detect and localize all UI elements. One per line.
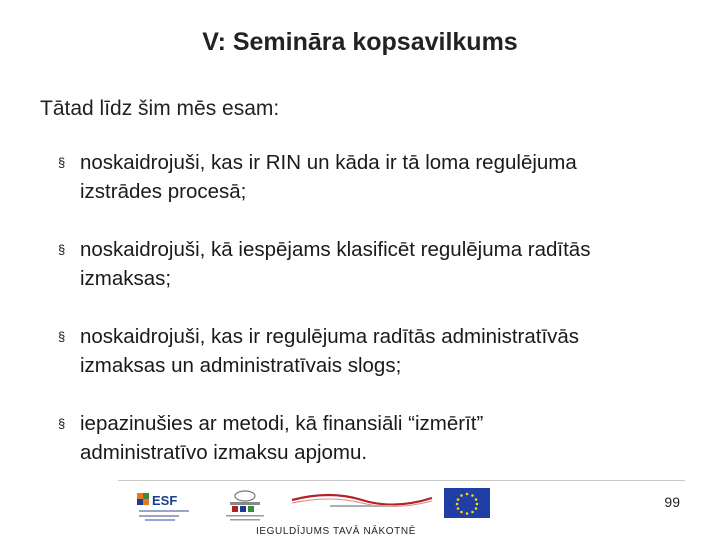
bullet-list xyxy=(58,148,698,496)
esf-logo-text: ESF xyxy=(152,493,178,508)
page-number: 99 xyxy=(664,494,680,510)
bullet-text-line: izmaksas; xyxy=(80,267,172,290)
list-item xyxy=(58,148,698,206)
footer-slogan: IEGULDĪJUMS TAVĀ NĀKOTNĒ xyxy=(256,526,416,537)
intro-text: Tātad līdz šim mēs esam: xyxy=(40,97,280,120)
bullet-text-line: iepazinušies ar metodi, kā finansiāli “izmērīt” xyxy=(80,412,484,435)
bullet-text-line: administratīvo izmaksu apjomu. xyxy=(80,441,368,464)
list-item xyxy=(58,409,698,467)
bullet-marker: § xyxy=(58,242,66,257)
bullet-text-line: noskaidrojuši, kas ir RIN un kāda ir tā loma regulējuma xyxy=(80,151,577,174)
nap-logo xyxy=(212,488,278,524)
eu-flag-icon xyxy=(444,488,490,518)
slide-title: V: Semināra kopsavilkums xyxy=(202,28,518,56)
structural-funds-logo xyxy=(290,488,434,510)
bullet-marker: § xyxy=(58,416,66,431)
list-item xyxy=(58,322,698,380)
bullet-text-line: noskaidrojuši, kā iespējams klasificēt regulējuma radītās xyxy=(80,238,591,261)
footer-divider xyxy=(118,480,685,481)
esf-logo xyxy=(135,490,197,524)
bullet-marker: § xyxy=(58,329,66,344)
bullet-text-line: izstrādes procesā; xyxy=(80,180,247,203)
bullet-text-line: izmaksas un administratīvais slogs; xyxy=(80,354,402,377)
bullet-marker: § xyxy=(58,155,66,170)
list-item xyxy=(58,235,698,293)
bullet-text-line: noskaidrojuši, kas ir regulējuma radītās administratīvās xyxy=(80,325,580,348)
